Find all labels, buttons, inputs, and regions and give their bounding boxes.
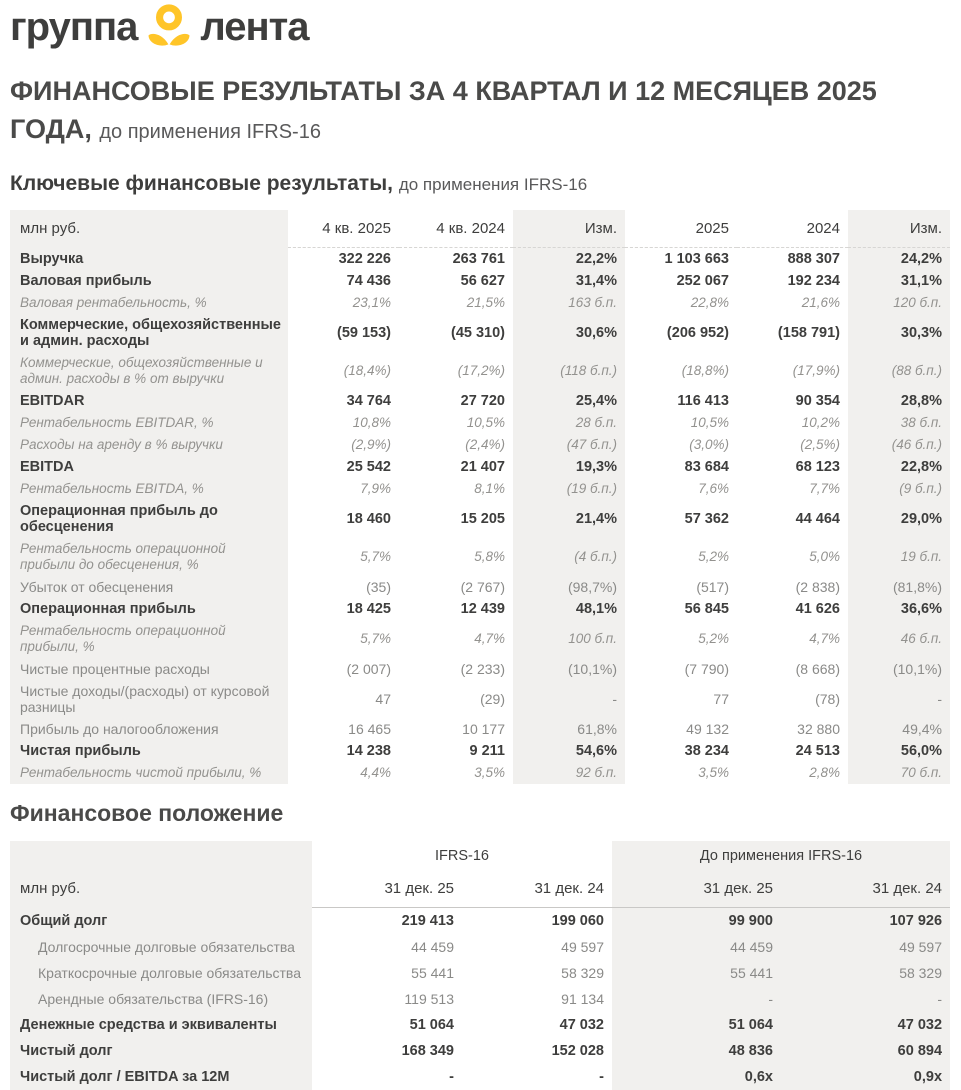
row-label: Денежные средства и эквиваленты [10,1012,312,1038]
cell-value: 28 б.п. [513,412,625,434]
row-label: Общий долг [10,908,312,935]
cell-value: (46 б.п.) [848,434,950,456]
row-label: Чистый долг / EBITDA за 12M [10,1064,312,1090]
page-title [10,72,918,151]
cell-value: 48,1% [513,598,625,620]
group-header-ifrs16: IFRS-16 [312,841,612,871]
cell-value: 47 [288,680,399,718]
cell-value: - [612,986,781,1012]
cell-value: 22,8% [625,292,737,314]
page-title-main: ФИНАНСОВЫЕ РЕЗУЛЬТАТЫ ЗА 4 КВАРТАЛ И 12 МЕСЯЦЕВ 2025 ГОДА, [10,76,877,144]
cell-value: 77 [625,680,737,718]
cell-value: 18 425 [288,598,399,620]
cell-value: (2 767) [399,576,513,598]
table-row [10,1012,950,1038]
key-results-heading [10,172,950,196]
cell-value: (2 233) [399,658,513,680]
cell-value: 163 б.п. [513,292,625,314]
cell-value: (17,2%) [399,352,513,390]
table-row [10,456,950,478]
cell-value: (158 791) [737,314,848,352]
row-label: Арендные обязательства (IFRS-16) [10,986,312,1012]
row-label: Чистая прибыль [10,740,288,762]
cell-value: (17,9%) [737,352,848,390]
table-row [10,314,950,352]
key-results-heading-suffix: до применения IFRS-16 [399,175,587,194]
row-label: Долгосрочные долговые обязательства [10,934,312,960]
cell-value: 47 032 [781,1012,950,1038]
table-row [10,934,950,960]
cell-value: (517) [625,576,737,598]
row-label: Чистый долг [10,1038,312,1064]
cell-value: (18,8%) [625,352,737,390]
table-row [10,960,950,986]
cell-value: 18 460 [288,500,399,538]
table-row [10,538,950,576]
cell-value: (29) [399,680,513,718]
column-header: 31 дек. 25 [312,871,462,908]
cell-value: 24 513 [737,740,848,762]
cell-value: 219 413 [312,908,462,935]
cell-value: 22,8% [848,456,950,478]
cell-value: 30,3% [848,314,950,352]
row-label: EBITDAR [10,390,288,412]
cell-value: 19,3% [513,456,625,478]
cell-value: 58 329 [462,960,612,986]
cell-value: 0,6x [612,1064,781,1090]
cell-value: 14 238 [288,740,399,762]
table-row [10,412,950,434]
cell-value: 60 894 [781,1038,950,1064]
cell-value: 3,5% [625,762,737,784]
cell-value: 24,2% [848,248,950,271]
cell-value: 4,7% [399,620,513,658]
cell-value: 5,8% [399,538,513,576]
financial-position-heading: Финансовое положение [10,800,950,827]
cell-value: (8 668) [737,658,848,680]
table-row [10,576,950,598]
cell-value: 57 362 [625,500,737,538]
table-row [10,352,950,390]
cell-value: 56 627 [399,270,513,292]
column-header: 31 дек. 24 [781,871,950,908]
cell-value: (47 б.п.) [513,434,625,456]
row-label: Операционная прибыль [10,598,288,620]
cell-value: 92 б.п. [513,762,625,784]
row-label: Убыток от обесценения [10,576,288,598]
cell-value: 44 464 [737,500,848,538]
cell-value: 5,7% [288,620,399,658]
row-label: Чистые процентные расходы [10,658,288,680]
cell-value: 119 513 [312,986,462,1012]
column-header: 2025 [625,210,737,248]
cell-value: 83 684 [625,456,737,478]
row-label: Коммерческие, общехозяйственные и админ. расходы в % от выручки [10,352,288,390]
cell-value: 49 132 [625,718,737,740]
cell-value: 10,5% [399,412,513,434]
cell-value: 21 407 [399,456,513,478]
table-row [10,740,950,762]
column-header: Изм. [513,210,625,248]
cell-value: 49 597 [462,934,612,960]
cell-value: 7,9% [288,478,399,500]
cell-value: 27 720 [399,390,513,412]
cell-value: 4,7% [737,620,848,658]
cell-value: (4 б.п.) [513,538,625,576]
cell-value: 61,8% [513,718,625,740]
cell-value: 23,1% [288,292,399,314]
cell-value: (7 790) [625,658,737,680]
cell-value: 34 764 [288,390,399,412]
key-results-header-row [10,210,950,248]
cell-value: (35) [288,576,399,598]
table-row [10,292,950,314]
row-label: Прибыль до налогообложения [10,718,288,740]
cell-value: 47 032 [462,1012,612,1038]
cell-value: 49 597 [781,934,950,960]
table-row [10,500,950,538]
cell-value: 25,4% [513,390,625,412]
cell-value: 54,6% [513,740,625,762]
cell-value: (118 б.п.) [513,352,625,390]
cell-value: 107 926 [781,908,950,935]
row-label: Рентабельность EBITDA, % [10,478,288,500]
cell-value: 10 177 [399,718,513,740]
cell-value: - [848,680,950,718]
unit-label: млн руб. [10,210,288,248]
cell-value: 74 436 [288,270,399,292]
cell-value: 21,6% [737,292,848,314]
cell-value: 32 880 [737,718,848,740]
column-header: 4 кв. 2025 [288,210,399,248]
group-header-pre-ifrs16: До применения IFRS-16 [612,841,950,871]
cell-value: 31,1% [848,270,950,292]
logo-word-gruppa: группа [10,4,137,50]
cell-value: (81,8%) [848,576,950,598]
cell-value: (2 007) [288,658,399,680]
cell-value: (206 952) [625,314,737,352]
cell-value: (2,9%) [288,434,399,456]
table-row [10,658,950,680]
cell-value: 90 354 [737,390,848,412]
cell-value: (45 310) [399,314,513,352]
cell-value: 120 б.п. [848,292,950,314]
table-row [10,718,950,740]
group-header-spacer [10,841,312,871]
cell-value: 168 349 [312,1038,462,1064]
financial-position-table [10,841,950,1090]
cell-value: 99 900 [612,908,781,935]
table-row [10,908,950,935]
cell-value: 192 234 [737,270,848,292]
financial-position-body [10,908,950,1090]
cell-value: 48 836 [612,1038,781,1064]
row-label: Выручка [10,248,288,271]
row-label: Расходы на аренду в % выручки [10,434,288,456]
cell-value: 31,4% [513,270,625,292]
cell-value: 44 459 [312,934,462,960]
table-row [10,598,950,620]
lenta-flower-icon [145,3,193,54]
cell-value: 116 413 [625,390,737,412]
cell-value: 5,2% [625,620,737,658]
table-row [10,270,950,292]
table-row [10,390,950,412]
cell-value: (2,4%) [399,434,513,456]
cell-value: (19 б.п.) [513,478,625,500]
table-row [10,1038,950,1064]
cell-value: 7,6% [625,478,737,500]
key-results-table [10,210,950,784]
row-label: Рентабельность операционной прибыли до обесценения, % [10,538,288,576]
cell-value: 5,2% [625,538,737,576]
cell-value: 10,8% [288,412,399,434]
row-label: Валовая рентабельность, % [10,292,288,314]
cell-value: (10,1%) [513,658,625,680]
cell-value: 21,5% [399,292,513,314]
cell-value: 51 064 [612,1012,781,1038]
cell-value: 58 329 [781,960,950,986]
cell-value: 25 542 [288,456,399,478]
logo-word-lenta: лента [200,4,308,50]
cell-value: 29,0% [848,500,950,538]
row-label: Операционная прибыль до обесценения [10,500,288,538]
table-row [10,620,950,658]
table-row [10,762,950,784]
cell-value: - [513,680,625,718]
cell-value: 38 б.п. [848,412,950,434]
cell-value: (10,1%) [848,658,950,680]
cell-value: 38 234 [625,740,737,762]
cell-value: 51 064 [312,1012,462,1038]
cell-value: 3,5% [399,762,513,784]
cell-value: (3,0%) [625,434,737,456]
row-label: Рентабельность чистой прибыли, % [10,762,288,784]
row-label: Коммерческие, общехозяйственные и админ. расходы [10,314,288,352]
cell-value: 16 465 [288,718,399,740]
cell-value: 9 211 [399,740,513,762]
row-label: Рентабельность операционной прибыли, % [10,620,288,658]
table-row [10,248,950,271]
key-results-heading-bold: Ключевые финансовые результаты, [10,172,393,195]
cell-value: 888 307 [737,248,848,271]
cell-value: 263 761 [399,248,513,271]
unit-label: млн руб. [10,871,312,908]
cell-value: 68 123 [737,456,848,478]
cell-value: - [462,1064,612,1090]
cell-value: 19 б.п. [848,538,950,576]
column-header: 31 дек. 24 [462,871,612,908]
group-header-row [10,841,950,871]
row-label: Рентабельность EBITDAR, % [10,412,288,434]
date-header-row [10,871,950,908]
column-header: 4 кв. 2024 [399,210,513,248]
cell-value: 10,2% [737,412,848,434]
cell-value: 56 845 [625,598,737,620]
column-header: 2024 [737,210,848,248]
row-label: EBITDA [10,456,288,478]
cell-value: 55 441 [312,960,462,986]
cell-value: 21,4% [513,500,625,538]
cell-value: (2 838) [737,576,848,598]
key-results-body [10,248,950,785]
cell-value: 7,7% [737,478,848,500]
cell-value: 49,4% [848,718,950,740]
cell-value: 56,0% [848,740,950,762]
page-title-suffix: до применения IFRS-16 [99,121,321,143]
cell-value: 91 134 [462,986,612,1012]
cell-value: 28,8% [848,390,950,412]
cell-value: 10,5% [625,412,737,434]
cell-value: (9 б.п.) [848,478,950,500]
cell-value: 41 626 [737,598,848,620]
cell-value: 44 459 [612,934,781,960]
table-row [10,478,950,500]
cell-value: 30,6% [513,314,625,352]
cell-value: 322 226 [288,248,399,271]
lenta-logo [10,4,950,50]
cell-value: 15 205 [399,500,513,538]
cell-value: 0,9x [781,1064,950,1090]
cell-value: 5,7% [288,538,399,576]
column-header: 31 дек. 25 [612,871,781,908]
row-label: Валовая прибыль [10,270,288,292]
cell-value: 4,4% [288,762,399,784]
cell-value: 100 б.п. [513,620,625,658]
cell-value: 36,6% [848,598,950,620]
cell-value: 5,0% [737,538,848,576]
table-row [10,680,950,718]
row-label: Чистые доходы/(расходы) от курсовой разницы [10,680,288,718]
cell-value: 12 439 [399,598,513,620]
cell-value: 1 103 663 [625,248,737,271]
cell-value: (18,4%) [288,352,399,390]
cell-value: (88 б.п.) [848,352,950,390]
cell-value: 55 441 [612,960,781,986]
row-label: Краткосрочные долговые обязательства [10,960,312,986]
cell-value: (98,7%) [513,576,625,598]
cell-value: 70 б.п. [848,762,950,784]
cell-value: 252 067 [625,270,737,292]
cell-value: - [781,986,950,1012]
cell-value: (78) [737,680,848,718]
cell-value: 152 028 [462,1038,612,1064]
cell-value: 2,8% [737,762,848,784]
cell-value: 199 060 [462,908,612,935]
cell-value: 22,2% [513,248,625,271]
table-row [10,986,950,1012]
table-row [10,1064,950,1090]
cell-value: 8,1% [399,478,513,500]
cell-value: (2,5%) [737,434,848,456]
column-header: Изм. [848,210,950,248]
cell-value: - [312,1064,462,1090]
table-row [10,434,950,456]
cell-value: (59 153) [288,314,399,352]
cell-value: 46 б.п. [848,620,950,658]
